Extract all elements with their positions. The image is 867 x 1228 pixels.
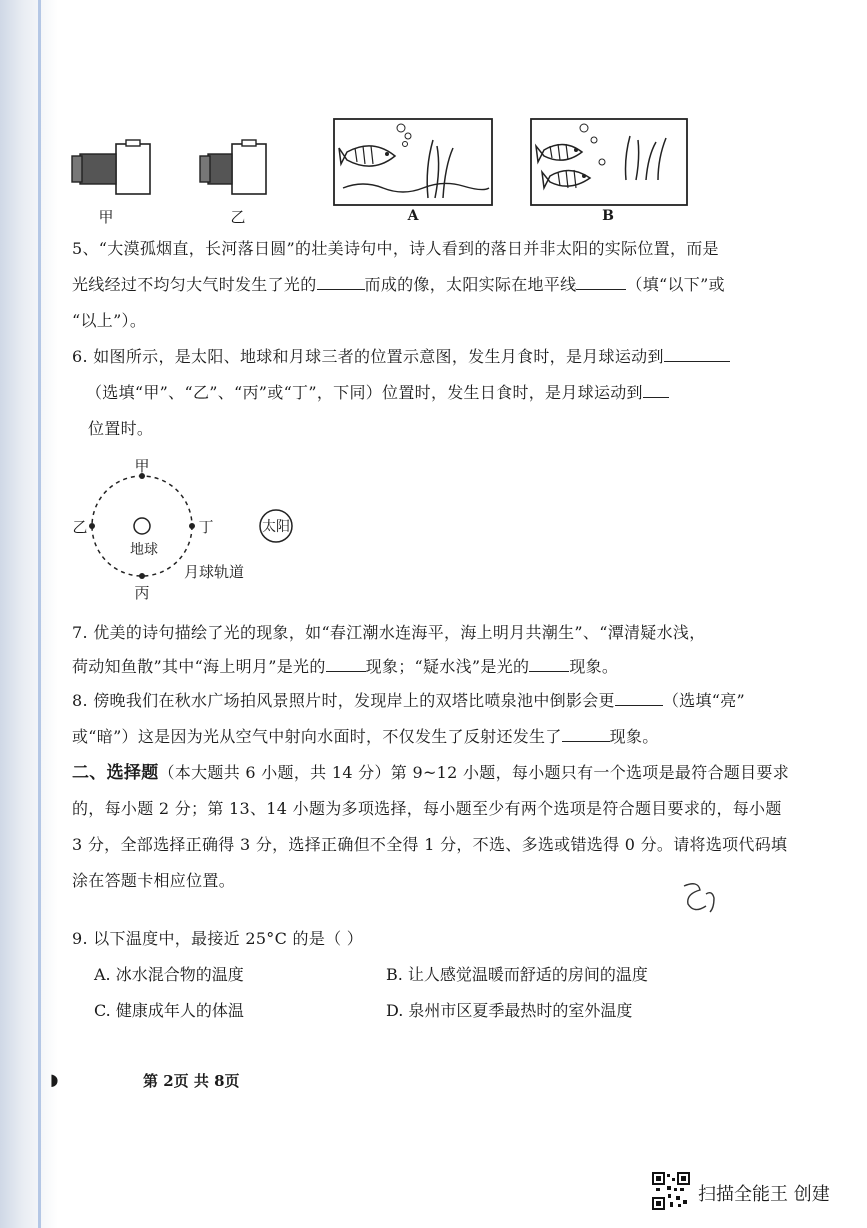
tank-b-label: B — [602, 208, 614, 224]
camera-yi-label: 乙 — [230, 208, 246, 226]
q7-text-a: 荷动知鱼散”其中“海上明月”是光的 — [72, 657, 326, 676]
q6-blank-1[interactable] — [664, 346, 730, 362]
q8-text-b: （选填“亮” — [662, 691, 746, 710]
page-number: 第 2页 共 8页 — [143, 1072, 240, 1090]
tank-a-label: A — [407, 208, 419, 224]
q9-option-a[interactable]: A. 冰水混合物的温度 — [94, 965, 244, 984]
qr-code-icon — [652, 1172, 690, 1210]
q6-line-1 — [72, 346, 730, 368]
q5-text-c: （填“以下”或 — [626, 275, 725, 294]
q5-line-3: “以上”）。 — [72, 311, 147, 330]
section2-intro: （本大题共 6 小题，共 14 分）第 9~12 小题，每小题只有一个选项是最符合题目要求 — [158, 763, 790, 782]
handwritten-mark — [676, 880, 722, 920]
orbit-label-right: 丁 — [198, 518, 214, 536]
q5-blank-1[interactable] — [317, 274, 365, 290]
q7-text-c: 现象。 — [569, 657, 619, 676]
sun-label: 太阳 — [262, 519, 290, 535]
camera-jia-figure — [68, 138, 158, 200]
q7-blank-1[interactable] — [326, 656, 366, 672]
q8-line-2 — [72, 726, 659, 748]
q8-text-d: 现象。 — [609, 727, 659, 746]
earth-label: 地球 — [130, 542, 158, 558]
q6-blank-2[interactable] — [643, 382, 669, 398]
q5-blank-2[interactable] — [576, 274, 626, 290]
q9-option-d[interactable]: D. 泉州市区夏季最热时的室外温度 — [386, 1001, 633, 1020]
q8-text-c: 或“暗”）这是因为光从空气中射向水面时，不仅发生了反射还发生了 — [72, 727, 562, 746]
q5-text-a: 光线经过不均匀大气时发生了光的 — [72, 275, 317, 294]
section2-line-1 — [72, 762, 789, 784]
q6-line-2 — [86, 382, 669, 404]
section2-line-3: 3 分，全部选择正确得 3 分，选择正确但不全得 1 分，不选、多选或错选得 0 分。请将选项代码填 — [72, 835, 788, 854]
section2-line-4: 涂在答题卡相应位置。 — [72, 871, 236, 890]
fish-tank-a-figure — [333, 118, 493, 206]
q8-text-a: 8. 傍晚我们在秋水广场拍风景照片时，发现岸上的双塔比喷泉池中倒影会更 — [72, 691, 615, 710]
section2-title: 二、选择题 — [72, 763, 159, 783]
q8-blank-2[interactable] — [562, 726, 610, 742]
q6-text-1: 6. 如图所示，是太阳、地球和月球三者的位置示意图，发生月食时，是月球运动到 — [72, 347, 664, 366]
q9-stem: 9. 以下温度中，最接近 25°C 的是（ ） — [72, 929, 364, 948]
q5-line-2 — [72, 274, 725, 296]
orbit-label-bottom: 丙 — [134, 584, 150, 602]
scanner-watermark: 扫描全能王 创建 — [698, 1184, 830, 1205]
section2-line-2: 的，每小题 2 分；第 13、14 小题为多项选择，每小题至少有两个选项是符合题目要求的，每小题 — [72, 799, 782, 818]
q7-line-1: 7. 优美的诗句描绘了光的现象，如“春江潮水连海平，海上明月共潮生”、“潭清疑水浅， — [72, 623, 706, 642]
q5-text-b: 而成的像，太阳实际在地平线 — [364, 275, 577, 294]
q7-line-2 — [72, 656, 618, 678]
fish-tank-b-figure — [530, 118, 688, 206]
q9-option-c[interactable]: C. 健康成年人的体温 — [94, 1001, 244, 1020]
camera-jia-label: 甲 — [98, 208, 114, 226]
q9-option-b[interactable]: B. 让人感觉温暖而舒适的房间的温度 — [386, 965, 648, 984]
q6-line-3: 位置时。 — [88, 419, 154, 438]
q6-text-2: （选填“甲”、“乙”、“丙”或“丁”，下同）位置时，发生日食时，是月球运动到 — [86, 383, 643, 402]
orbit-label-left: 乙 — [72, 518, 88, 536]
q8-blank-1[interactable] — [615, 690, 663, 706]
q5-line-1: 5、“大漠孤烟直，长河落日圆”的壮美诗句中，诗人看到的落日并非太阳的实际位置，而是 — [72, 239, 719, 258]
q7-text-b: 现象；“疑水浅”是光的 — [365, 657, 530, 676]
orbit-label-top: 甲 — [134, 457, 150, 475]
binding-mark: ◗ — [50, 1070, 59, 1089]
camera-yi-figure — [196, 138, 276, 200]
q8-line-1 — [72, 690, 745, 712]
moon-orbit-label: 月球轨道 — [183, 563, 244, 581]
q7-blank-2[interactable] — [529, 656, 569, 672]
